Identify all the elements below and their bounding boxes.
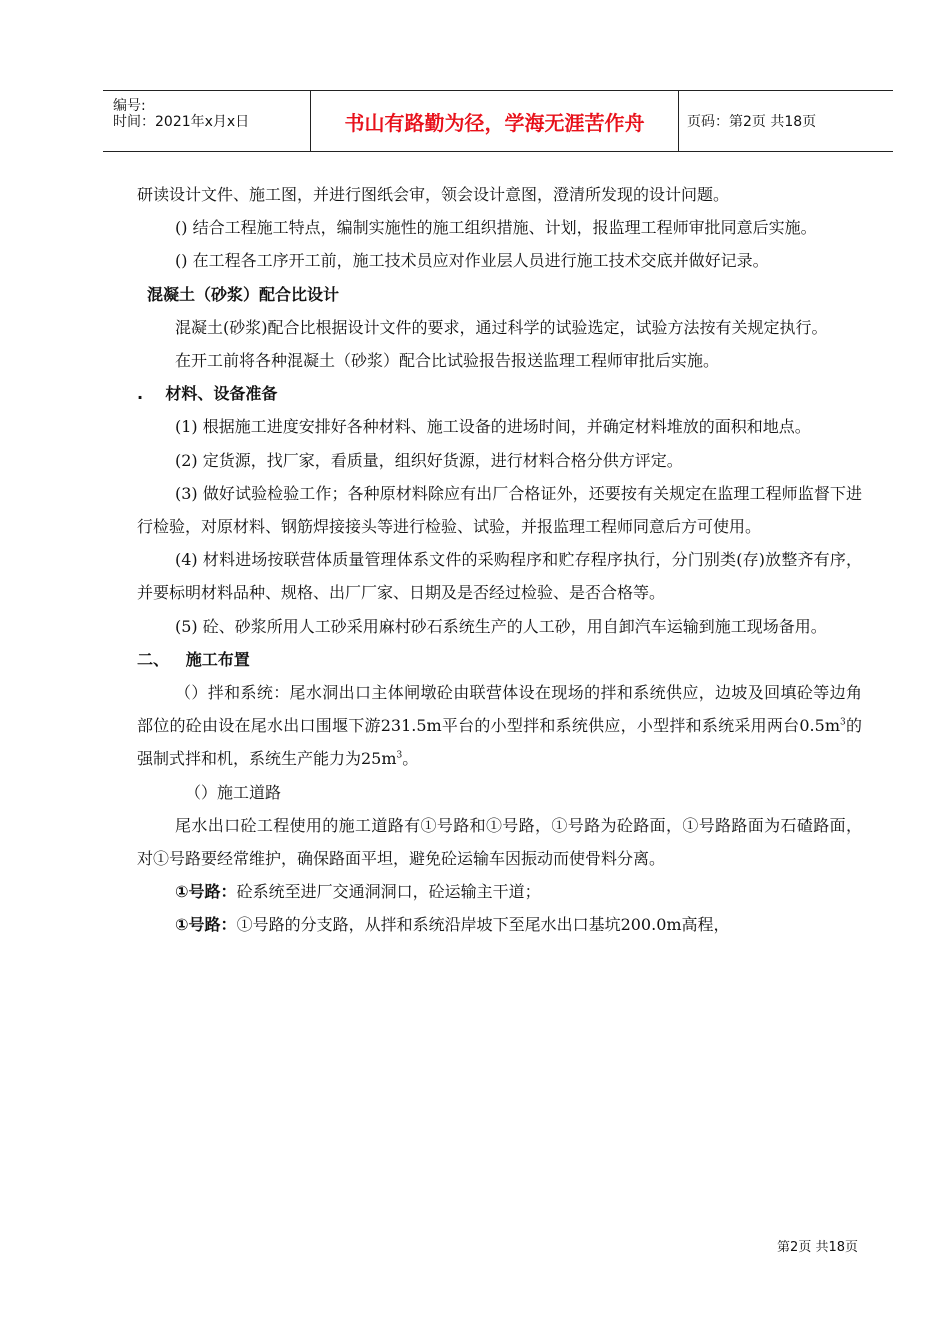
- road-item: [137, 908, 862, 941]
- paragraph: (3) 做好试验检验工作；各种原材料除应有出厂合格证外，还要按有关规定在监理工程师监督下进行检验，对原材料、钢筋焊接接头等进行检验、试验，并报监理工程师同意后方可使用。: [137, 483, 862, 537]
- subheading-roads: （）施工道路: [185, 782, 282, 802]
- paragraph: (2) 定货源，找厂家，看质量，组织好货源，进行材料合格分供方评定。: [175, 450, 683, 470]
- document-time-label: 时间：2021年x月x日: [113, 114, 250, 130]
- section-heading-mix-design: 混凝土（砂浆）配合比设计: [147, 284, 340, 304]
- paragraph-mixing-system: [137, 676, 862, 776]
- header-motto-cell: [311, 91, 679, 151]
- superscript: 3: [840, 717, 846, 728]
- road-text: ①号路的分支路，从拌和系统沿岸坡下至尾水出口基坑200.0m高程，: [236, 915, 730, 935]
- paragraph: 混凝土(砂浆)配合比根据设计文件的要求，通过科学的试验选定，试验方法按有关规定执行。: [175, 317, 828, 337]
- road-item: [137, 875, 862, 908]
- text-run: 的强制式拌和机，系统生产能力为25m: [137, 716, 862, 769]
- header-meta: [103, 91, 311, 151]
- section-heading-materials: . 材料、设备准备: [137, 384, 278, 404]
- header-motto: 书山有路勤为径，学海无涯苦作舟: [344, 110, 645, 135]
- document-number-label: 编号:: [113, 98, 146, 114]
- text-run: 。: [402, 749, 419, 769]
- page-header: [103, 90, 893, 152]
- page-footer: 第2页 共18页: [777, 1240, 858, 1255]
- road-text: 砼系统至进厂交通洞洞口，砼运输主干道；: [236, 882, 541, 902]
- road-label: ①号路：: [175, 915, 237, 935]
- paragraph: 在开工前将各种混凝土（砂浆）配合比试验报告报送监理工程师审批后实施。: [175, 351, 720, 371]
- paragraph: () 在工程各工序开工前，施工技术员应对作业层人员进行施工技术交底并做好记录。: [175, 251, 769, 271]
- paragraph: 尾水出口砼工程使用的施工道路有①号路和①号路，①号路为砼路面，①号路路面为石碴路面，对①号路要经常维护，确保路面平坦，避免砼运输车因振动而使骨料分离。: [137, 815, 862, 869]
- superscript: 3: [396, 751, 403, 762]
- header-page-info: 页码：第2页 共18页: [687, 114, 817, 130]
- paragraph: () 结合工程施工特点，编制实施性的施工组织措施、计划，报监理工程师审批同意后实施。: [175, 218, 817, 238]
- paragraph: 研读设计文件、施工图，并进行图纸会审，领会设计意图，澄清所发现的设计问题。: [137, 185, 730, 204]
- paragraph: (1) 根据施工进度安排好各种材料、施工设备的进场时间，并确定材料堆放的面积和地点。: [175, 417, 811, 437]
- paragraph: (5) 砼、砂浆所用人工砂采用麻村砂石系统生产的人工砂，用自卸汽车运输到施工现场备用。: [175, 616, 827, 636]
- road-label: ①号路：: [175, 882, 237, 902]
- section-heading-layout: 二、 施工布置: [137, 649, 250, 669]
- paragraph: (4) 材料进场按联营体质量管理体系文件的采购程序和贮存程序执行，分门别类(存)放整齐有序，并要标明材料品种、规格、出厂厂家、日期及是否经过检验、是否合格等。: [137, 550, 862, 603]
- text-run: （）拌和系统：尾水洞出口主体闸墩砼由联营体设在现场的拌和系统供应，边坡及回填砼等边角部位的砼由设在尾水出口围堰下游231.5m平台的小型拌和系统供应，小型拌和系统采用两台0.5m: [137, 683, 862, 736]
- document-body: [137, 178, 862, 942]
